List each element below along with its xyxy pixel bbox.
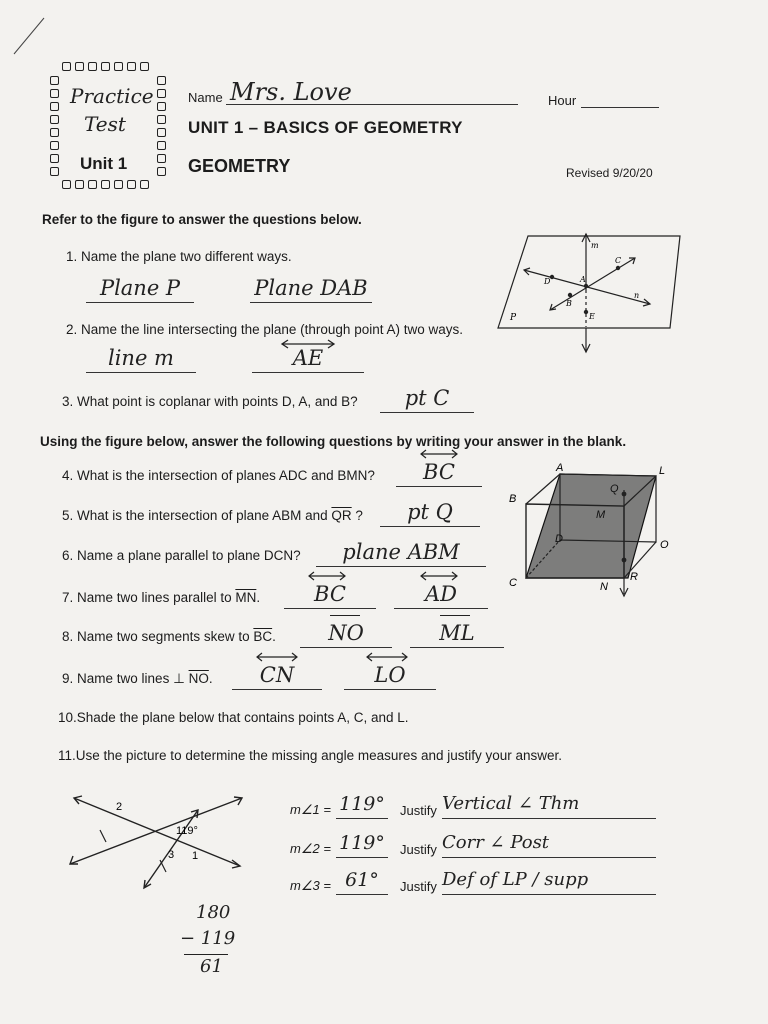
section2-instruction: Using the figure below, answer the following questions by writing your answer in the blank.	[40, 434, 627, 449]
answer-3[interactable]: pt C	[380, 386, 474, 413]
question-5: 5. What is the intersection of plane ABM and $\overline{QR}$ ?	[62, 508, 363, 523]
question-8: 8. Name two segments skew to $\overline{BC}$.	[62, 629, 276, 644]
subject-title: GEOMETRY	[188, 156, 291, 176]
name-value: Mrs. Love	[230, 78, 352, 106]
justify-1-value[interactable]: Vertical ∠ Thm	[442, 792, 656, 819]
label-R: R	[630, 571, 638, 583]
answer-2a[interactable]: line m	[86, 346, 196, 373]
answer-7a[interactable]: BC	[284, 582, 376, 609]
stamp-square	[50, 76, 59, 85]
stamp-square	[157, 76, 166, 85]
answer-4[interactable]: BC	[396, 460, 482, 487]
stamp-square	[62, 62, 71, 71]
label-p: P	[510, 313, 517, 323]
stamp-square	[75, 62, 84, 71]
label-N: N	[600, 581, 608, 593]
stamp-square	[157, 141, 166, 150]
question-1: 1. Name the plane two different ways.	[66, 249, 292, 264]
answer-9b[interactable]: LO	[344, 663, 436, 690]
label-d: D	[544, 277, 551, 286]
pencil-mark	[10, 14, 50, 58]
stamp-square	[88, 180, 97, 189]
question-11: 11.Use the picture to determine the missing angle measures and justify your answer.	[58, 748, 563, 763]
stamp-square	[50, 128, 59, 137]
stamp-square	[50, 167, 59, 176]
label-B: B	[509, 493, 517, 505]
hour-line	[581, 107, 659, 108]
line-arrow-icon	[306, 570, 348, 582]
angle-3-value[interactable]: 61°	[336, 868, 388, 895]
angle-1-value[interactable]: 119°	[336, 792, 388, 819]
answer-8a[interactable]: NO	[300, 621, 392, 648]
label-a: A	[580, 275, 586, 284]
justify-2-value[interactable]: Corr ∠ Post	[442, 831, 656, 858]
unit-title: UNIT 1 – BASICS OF GEOMETRY	[188, 118, 463, 137]
label-Q: Q	[610, 483, 619, 495]
label-m: m	[591, 241, 599, 250]
angle-2-value[interactable]: 119°	[336, 831, 388, 858]
stamp-square	[75, 180, 84, 189]
hour-label: Hour	[548, 93, 577, 108]
label-e: E	[589, 312, 595, 321]
stamp-square	[114, 180, 123, 189]
question-7: 7. Name two lines parallel to $\overline{MN}$.	[62, 590, 261, 605]
question-2: 2. Name the line intersecting the plane (through point A) two ways.	[66, 322, 463, 337]
stamp-square	[88, 62, 97, 71]
justify-1-label: Justify	[400, 803, 437, 818]
answer-7b[interactable]: AD	[394, 582, 488, 609]
stamp-square	[101, 62, 110, 71]
line-arrow-icon	[418, 448, 460, 460]
question-10: 10.Shade the plane below that contains points A, C, and L.	[58, 710, 409, 725]
scratch-61: 61	[200, 956, 223, 977]
stamp-test: Test	[84, 112, 126, 136]
stamp-square	[140, 180, 149, 189]
line-arrow-icon	[254, 651, 300, 663]
justify-3-label: Justify	[400, 879, 437, 894]
angle-2-label: 2	[116, 801, 123, 813]
label-L: L	[659, 465, 666, 477]
question-9: 9. Name two lines ⊥ $\overline{NO}$.	[62, 671, 213, 686]
plane-figure	[490, 228, 690, 358]
answer-1b[interactable]: Plane DAB	[250, 276, 372, 303]
label-M: M	[596, 509, 606, 521]
scratch-rule	[184, 954, 228, 955]
label-C: C	[509, 577, 517, 589]
line-arrow-icon	[418, 570, 460, 582]
label-D: D	[555, 533, 563, 545]
practice-test-stamp	[50, 62, 166, 190]
stamp-square	[50, 115, 59, 124]
stamp-square	[157, 115, 166, 124]
label-n: n	[634, 291, 640, 300]
angles-figure	[64, 790, 264, 900]
stamp-square	[127, 180, 136, 189]
stamp-square	[157, 102, 166, 111]
question-3: 3. What point is coplanar with points D, A, and B?	[62, 394, 358, 409]
label-A: A	[556, 462, 564, 474]
stamp-square	[140, 62, 149, 71]
question-4: 4. What is the intersection of planes ADC and BMN?	[62, 468, 375, 483]
angle-given-label: 119°	[176, 825, 198, 837]
label-O: O	[660, 539, 669, 551]
name-label: Name	[188, 90, 223, 105]
answer-9a[interactable]: CN	[232, 663, 322, 690]
revised-date: Revised 9/20/20	[566, 166, 653, 180]
stamp-square	[127, 62, 136, 71]
stamp-unit: Unit 1	[80, 154, 128, 173]
justify-2-label: Justify	[400, 842, 437, 857]
stamp-square	[101, 180, 110, 189]
answer-6[interactable]: plane ABM	[316, 540, 486, 567]
stamp-square	[50, 141, 59, 150]
angle-3-prefix: m∠3 =	[290, 878, 331, 893]
stamp-square	[157, 128, 166, 137]
stamp-square	[157, 89, 166, 98]
justify-3-value[interactable]: Def of LP / supp	[442, 868, 656, 895]
answer-2b[interactable]: AE	[252, 346, 364, 373]
answer-8b[interactable]: ML	[410, 621, 504, 648]
line-arrow-icon	[364, 651, 410, 663]
angle-1-label: 1	[192, 850, 199, 862]
stamp-square	[157, 154, 166, 163]
stamp-practice: Practice	[70, 84, 154, 108]
angle-1-prefix: m∠1 =	[290, 802, 331, 817]
answer-5[interactable]: pt Q	[380, 500, 480, 527]
section1-instruction: Refer to the figure to answer the questions below.	[42, 212, 362, 227]
answer-1a[interactable]: Plane P	[86, 276, 194, 303]
prism-figure	[500, 460, 678, 600]
stamp-square	[50, 102, 59, 111]
stamp-square	[62, 180, 71, 189]
stamp-square	[50, 154, 59, 163]
label-b: B	[566, 299, 572, 308]
stamp-square	[50, 89, 59, 98]
angle-2-prefix: m∠2 =	[290, 841, 331, 856]
angle-3-label: 3	[168, 849, 175, 861]
scratch-minus-119: − 119	[180, 928, 236, 949]
stamp-square	[114, 62, 123, 71]
line-arrow-icon	[278, 338, 338, 350]
scratch-180: 180	[196, 902, 231, 923]
shaded-plane-acl	[526, 474, 656, 578]
question-6: 6. Name a plane parallel to plane DCN?	[62, 548, 301, 563]
label-c: C	[615, 256, 622, 265]
stamp-square	[157, 167, 166, 176]
